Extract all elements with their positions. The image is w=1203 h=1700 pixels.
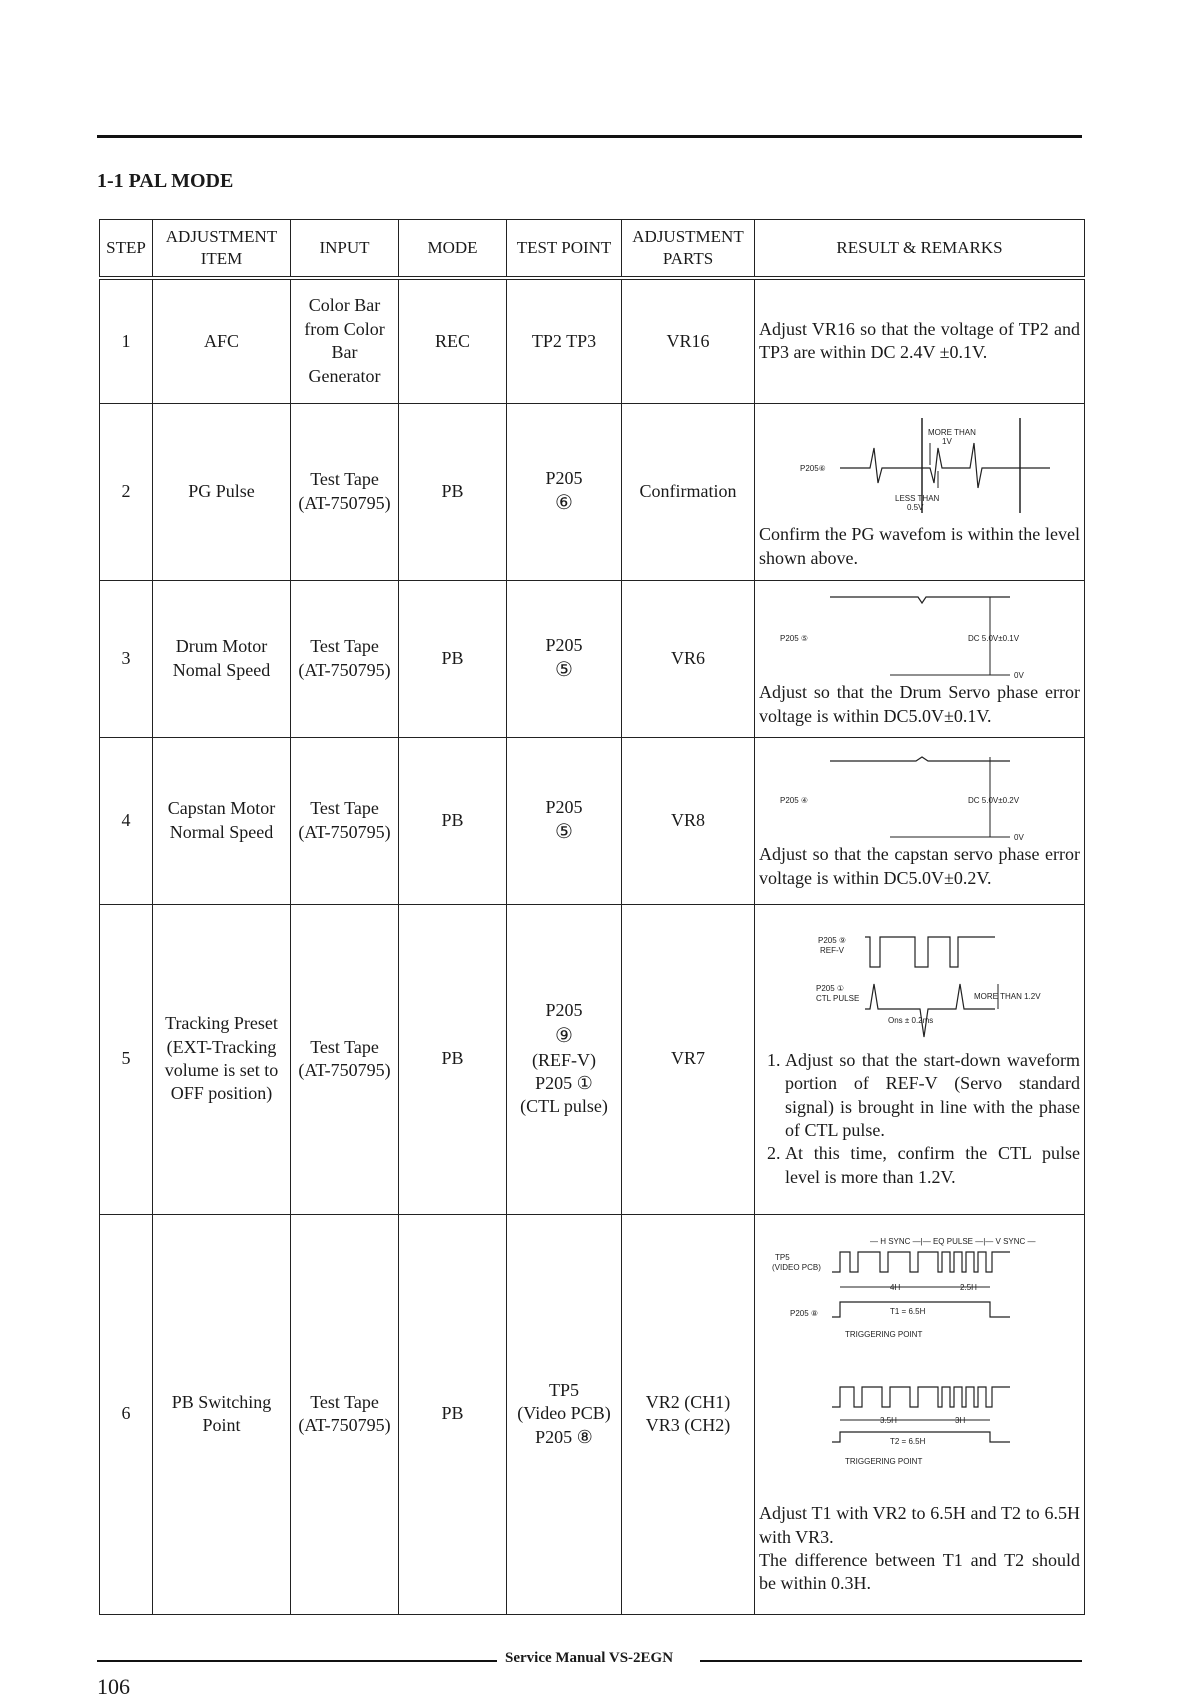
item-cell: AFC (153, 278, 291, 403)
mode-cell: PB (399, 904, 507, 1214)
step-cell: 4 (100, 737, 153, 904)
diagram-tp-sub: (VIDEO PCB) (771, 1263, 821, 1273)
test-point-line: P205 ⑧ (535, 1426, 593, 1447)
diagram-ctl-label: CTL PULSE (815, 993, 859, 1003)
table-row (100, 580, 1085, 737)
parts-line: VR3 (CH2) (645, 1415, 731, 1435)
capstan-error-waveform (770, 751, 1070, 843)
remarks-list-item: 2. At this time, confirm the CTL pulse level is more than 1.2V. (785, 1142, 1080, 1189)
header-test-point: TEST POINT (507, 220, 622, 279)
test-point-line: (REF-V) (532, 1049, 596, 1070)
diagram-t2: T2 = 6.5H (889, 1437, 925, 1447)
diagram-ref-pin: P205 ⑨ (817, 935, 846, 945)
remarks-text: Confirm the PG wavefom is within the level shown above. (759, 524, 1080, 568)
diagram-zero-label: 0V (1013, 671, 1024, 681)
table-row (100, 403, 1085, 580)
drum-error-waveform (770, 589, 1070, 681)
footer-rule-right (700, 1660, 1082, 1662)
test-point-line: P205 ① (535, 1073, 593, 1093)
remarks-cell (755, 403, 1085, 580)
test-point-pin: ⑥ (555, 492, 573, 515)
input-cell: Test Tape (AT-750795) (291, 904, 399, 1214)
step-cell: 1 (100, 278, 153, 403)
remarks-cell (755, 1214, 1085, 1614)
diagram-more-value: 1V (941, 437, 952, 447)
diagram-span-3h: 3H (954, 1416, 965, 1426)
table-row (100, 904, 1085, 1214)
item-cell: PB Switching Point (153, 1214, 291, 1614)
section-title: 1-1 PAL MODE (97, 170, 234, 192)
header-mode: MODE (399, 220, 507, 279)
diagram-trig-2: TRIGGERING POINT (844, 1457, 922, 1467)
input-cell: Color Bar from Color Bar Generator (291, 278, 399, 403)
diagram-pin-label: P205 ④ (779, 796, 808, 806)
test-point-cell (507, 737, 622, 904)
header-remarks: RESULT & REMARKS (755, 220, 1085, 279)
header-parts: ADJUSTMENT PARTS (622, 220, 755, 279)
test-point-line: (CTL pulse) (520, 1096, 608, 1117)
remarks-list-item: 1. Adjust so that the start-down waveform portion of REF-V (Servo standard signal) is brought in line with the phase of CTL pulse. (785, 1049, 1080, 1143)
diagram-more-label: MORE THAN (927, 428, 976, 438)
input-cell: Test Tape (AT-750795) (291, 737, 399, 904)
header-row (100, 220, 1085, 279)
item-cell: PG Pulse (153, 403, 291, 580)
parts-cell: VR8 (622, 737, 755, 904)
diagram-pin-label: P205 ⑤ (779, 634, 808, 644)
mode-cell: REC (399, 278, 507, 403)
remarks-cell (755, 737, 1085, 904)
step-cell: 5 (100, 904, 153, 1214)
remarks-text: Adjust so that the capstan servo phase error voltage is within DC5.0V±0.2V. (759, 844, 1080, 888)
top-rule (97, 135, 1082, 138)
input-cell: Test Tape (AT-750795) (291, 1214, 399, 1614)
mode-cell: PB (399, 580, 507, 737)
input-cell: Test Tape (AT-750795) (291, 403, 399, 580)
diagram-ctl-pin: P205 ① (815, 983, 844, 993)
test-point-label: P205 (545, 634, 583, 655)
test-point-line: P205 (545, 1000, 583, 1021)
diagram-pin-label: P205⑥ (799, 464, 826, 474)
header-item: ADJUSTMENT ITEM (153, 220, 291, 279)
test-point-label: P205 (545, 796, 583, 817)
tracking-waveform (770, 929, 1070, 1049)
diagram-span-4h: 4H (889, 1283, 900, 1293)
step-cell: 3 (100, 580, 153, 737)
test-point-cell (507, 904, 622, 1214)
page-number: 106 (97, 1674, 130, 1699)
remarks-text: Adjust VR16 so that the voltage of TP2 and TP3 are within DC 2.4V ±0.1V. (759, 318, 1080, 363)
remarks-cell (755, 904, 1085, 1214)
remarks-text: Adjust so that the Drum Servo phase error voltage is within DC5.0V±0.1V. (759, 682, 1080, 726)
item-cell: Drum Motor Nomal Speed (153, 580, 291, 737)
input-cell: Test Tape (AT-750795) (291, 580, 399, 737)
footer-rule-left (97, 1660, 497, 1662)
test-point-line: ⑨ (555, 1024, 573, 1047)
table-row (100, 278, 1085, 403)
test-point-pin: ⑤ (555, 659, 573, 682)
diagram-top-labels: — H SYNC —|— EQ PULSE —|— V SYNC — (869, 1237, 1036, 1247)
adjustment-table (99, 219, 1085, 1615)
remarks-text: The difference between T1 and T2 should be within 0.3H. (759, 1550, 1080, 1594)
diagram-ons-label: Ons ± 0.2ms (887, 1015, 933, 1025)
footer-manual: Service Manual VS-2EGN (505, 1650, 674, 1666)
test-point-cell (507, 580, 622, 737)
diagram-p-label: P205 ⑧ (789, 1309, 818, 1319)
diagram-tp-label: TP5 (774, 1253, 790, 1263)
switching-waveform (770, 1232, 1070, 1502)
parts-cell (622, 1214, 755, 1614)
pg-pulse-waveform (770, 413, 1070, 523)
test-point-cell (507, 403, 622, 580)
diagram-zero-label: 0V (1013, 833, 1024, 843)
table-row (100, 737, 1085, 904)
diagram-dc-label: DC 5.0V±0.2V (967, 796, 1019, 806)
parts-cell: VR6 (622, 580, 755, 737)
remarks-cell (755, 580, 1085, 737)
diagram-span-25h: 2.5H (959, 1283, 977, 1293)
diagram-less-label: LESS THAN (894, 494, 939, 504)
mode-cell: PB (399, 1214, 507, 1614)
table-row (100, 1214, 1085, 1614)
diagram-span-35h: 3.5H (879, 1416, 897, 1426)
test-point-cell: TP2 TP3 (507, 278, 622, 403)
diagram-t1: T1 = 6.5H (889, 1307, 925, 1317)
parts-line: VR2 (CH1) (645, 1391, 731, 1412)
diagram-more-label: MORE THAN 1.2V (973, 991, 1041, 1001)
diagram-dc-label: DC 5.0V±0.1V (967, 634, 1019, 644)
parts-cell: VR7 (622, 904, 755, 1214)
step-cell: 2 (100, 403, 153, 580)
test-point-pin: ⑤ (555, 821, 573, 844)
test-point-label: P205 (545, 467, 583, 488)
item-cell: Tracking Preset (EXT-Tracking volume is set to OFF position) (153, 904, 291, 1214)
remarks-text: Adjust T1 with VR2 to 6.5H and T2 to 6.5H with VR3. (759, 1503, 1080, 1547)
header-step: STEP (100, 220, 153, 279)
mode-cell: PB (399, 403, 507, 580)
test-point-cell (507, 1214, 622, 1614)
diagram-trig: TRIGGERING POINT (844, 1330, 922, 1340)
mode-cell: PB (399, 737, 507, 904)
remarks-list (759, 1049, 1080, 1189)
parts-cell: VR16 (622, 278, 755, 403)
item-cell: Capstan Motor Normal Speed (153, 737, 291, 904)
diagram-ref-label: REF-V (819, 945, 844, 955)
diagram-less-value: 0.5V (906, 503, 923, 513)
parts-cell: Confirmation (622, 403, 755, 580)
step-cell: 6 (100, 1214, 153, 1614)
test-point-line: (Video PCB) (517, 1403, 611, 1424)
remarks-cell (755, 278, 1085, 403)
header-input: INPUT (291, 220, 399, 279)
test-point-line: TP5 (548, 1379, 579, 1400)
